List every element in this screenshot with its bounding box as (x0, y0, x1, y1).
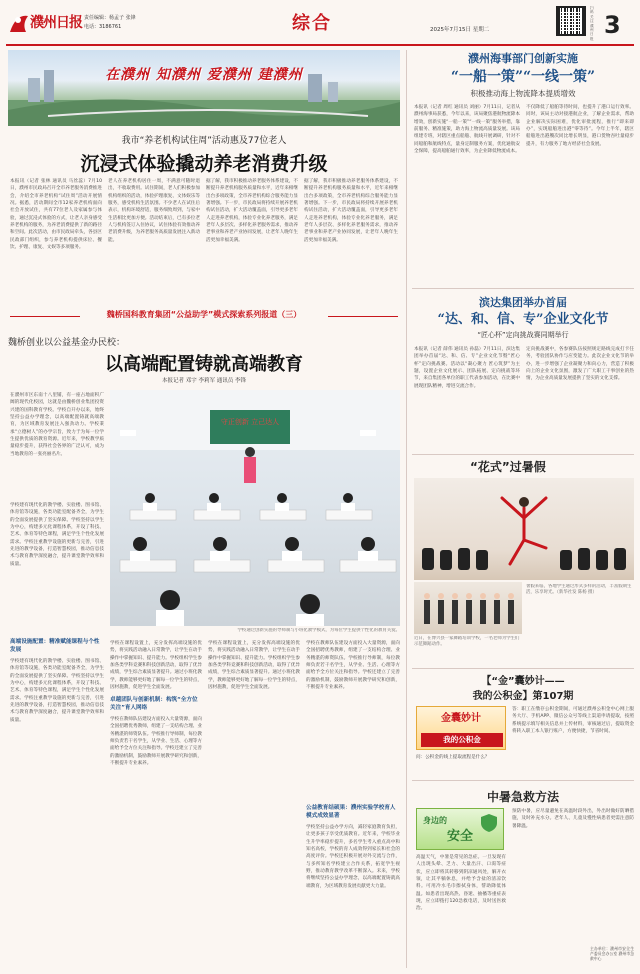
series-col3: 学校在课程设置上，充分发挥高端设施的优势，将实践活动融入日常教学，让学生在动手操作中掌握知识、提升能力。学校组织学生参加各类学科竞赛和科技创新活动，取得了优异成绩，学生综合素质显著提升。通过小班化教学，教师能够更好地了解每一位学生的特点，因材施教，促进学生全面发展。 (208, 641, 300, 691)
logo-text: 濮州日报 (30, 15, 82, 31)
series-kicker: 魏桥创业以公益基金办民校： (8, 338, 126, 348)
banner-slogan: 在濮州 知濮州 爱濮州 建濮州 (105, 67, 303, 83)
classroom-photo (110, 390, 400, 626)
firstaid-logo-bottom: 安全 (447, 829, 474, 844)
article3-headline2: “达、和、信、专”企业文化节 (437, 312, 609, 327)
series-col4-top: 学校在教师队伍建设方面投入大量资源，面向全国招聘优秀教师，组建了一支结构合理、业务精湛的师资队伍。学校推行导师制，每位教师负责若干名学生，从学业、生活、心理等方面给予全方位关注和指导。学校还建立了完善的激励机制，鼓励教师开展教学研究和创新，不断提升专业素养。 (306, 641, 400, 691)
page-number: 3 (604, 11, 621, 39)
series-sub3: 公益教育结硕果：濮州实验学校育人模式成效显著 (306, 805, 396, 819)
article2-headline1: 濮州海事部门创新实施 (468, 52, 578, 65)
series-col4: 学校坚持公益办学方向，减轻家庭教育负担，让更多孩子享受优质教育。近年来，学校毕业生升学率稳步提升，多名学生考入重点高中和知名高校，学校的育人成效得到家长和社会的高度评价。学校还积极开展对外交流与合作，与多所知名学校建立合作关系，拓宽学生视野，推动教育教学改革不断深入。未来，学校将继续坚持公益办学理念，以高端配置铸就高端教育，为区域教育发展贡献更大力量。 (306, 825, 400, 889)
svg-text:守正创新 立己达人: 守正创新 立己达人 (220, 418, 280, 426)
summer-caption-left: 近日，在博兴县一家舞蹈培训学校，一名老师为学生们示范舞蹈动作。 (414, 636, 520, 648)
series-col2-top: 学校在课程设置上，充分发挥高端设施的优势，将实践活动融入日常教学，让学生在动手操作中掌握知识、提升能力。学校组织学生参加各类学科竞赛和科技创新活动，取得了优异成绩，学生综合素质显著提升。通过小班化教学，教师能够更好地了解每一位学生的特点，因材施教，促进学生全面发展。 (110, 641, 202, 691)
charity-headline2: 我的公积金】第107期 (472, 691, 574, 702)
article2-col2: 不仅降低了船舶等待时间，也提升了港口运行效率。同时，该局主动对接港航企业，了解企业需求，帮助企业解决实际困难，优化审批流程，推行“即来即办”，实现船舶进出港“零等待”。今年上半年，辖区船舶进出港艘次同比增长明显，港口货物吞吐量稳步提升，有力服务了地方经济社会发展。 (526, 105, 634, 147)
dancers-icon (414, 478, 634, 580)
classroom-photo-caption: 学校通过创新实施的导师制与小班化教学模式，为每位学生提供个性化的教育关爱。 (237, 628, 400, 633)
series-byline: 本报记者 邓宇 李莉军 通讯员 李锋 (162, 378, 246, 384)
summer-headline: “花式”过暑假 (470, 460, 546, 474)
series-rule-left (10, 316, 80, 317)
article1-col1: 本报讯（记者 张林 通讯员 马丝蕊）7月10日，濮州市民政局召开全市养老服务消费推进会，介绍全市养老机构“试住周”活动开展情况。据悉，活动期间全市12家养老机构面向社会开放试住，共有77位老人及家属参与体验，通过沉浸式体验的方式，让老人亲身感受养老机构的服务，为养老消费提供了新的路径和空间。此次活动，由市民政局牵头，各县区民政部门组织，参与养老机构提供床位、餐饮、护理、康复、文娱等多项服务。 (10, 179, 102, 251)
banner-image (8, 50, 400, 126)
charity-logo (416, 706, 506, 750)
article2-subhead: 积极推动海上物流降本提质增效 (470, 89, 576, 98)
masthead-rule (6, 44, 634, 46)
article3-col2: 定向挑战赛中，各参赛队伍按照规定路线完成打卡任务，考验团队协作与应变能力。此次企业文化节的举办，进一步增强了企业凝聚力和向心力，营造了积极向上的企业文化氛围，激发了广大职工干事创业的热情，为企业高质量发展提供了坚实的文化支撑。 (526, 347, 634, 382)
editor-line: 责任编辑：杨孟子 张锋 (84, 15, 136, 21)
article3-headline1: 滨达集团举办首届 (479, 296, 567, 309)
qr-code (556, 6, 586, 36)
article1-col4: 据了解，我市积极推动养老服务体系建设，不断提升养老机构服务质量和水平，近年来相继出台多项政策，全市养老机构综合服务能力显著增强。下一步，市民政局将持续开展养老机构试住活动，扩大活动覆盖面，引导更多老年人走进养老机构，体验专业化养老服务，满足老年人多层次、多样化养老服务需求，推动养老事业和养老产业协同发展，让老年人晚年生活更加幸福美满。 (304, 179, 398, 243)
divider-right-1 (412, 288, 634, 289)
charity-headline1: 【“金”囊妙计—— (481, 676, 565, 687)
series-rule-right (328, 316, 398, 317)
article1-headline: 沉浸式体验撬动养老消费升级 (80, 153, 328, 175)
masthead (0, 0, 640, 42)
logo (8, 10, 82, 36)
article1-col2: 老人在养老机构居住一周，不满意可随时退出，不收取费用。试住期间，老人们积极参加机构组织的活动，体验护理康复、文体娱乐等服务，感受机构生活氛围。不少老人在试住后表示，机构环境舒适，服务细致周到，与家中生活相比更加方便。活动结束后，已有多位老人与机构签订入住协议，试住体验有效推动养老消费升级，为养老服务高质量发展注入新动能。 (108, 179, 200, 243)
ballet-students-icon (414, 582, 522, 634)
firstaid-logo-top: 身边的 (423, 816, 447, 825)
series-title: 魏桥国科教育集团“公益助学”模式探索系列报道（三） (106, 310, 302, 319)
article1-kicker: 我市“养老机构试住周”活动惠及77位老人 (121, 136, 287, 146)
divider-right-2 (412, 454, 634, 455)
charity-logo-bottom: 我的公积金 (421, 733, 503, 747)
qr-caption: 扫码关注濮州日报 (590, 6, 594, 41)
phone-line: 电话：3186761 (84, 24, 122, 30)
classroom-scene-icon (110, 390, 400, 626)
series-col1: 学校建有现代化的教学楼、实验楼、图书馆、体育馆等设施，各类功能室配备齐全，为学生的全面发展提供了坚实保障。学校坚持以学生为中心，构建多元化课程体系，开设了科技、艺术、体育等特色课程，满足学生个性化发展需求。学校注重教学设施的更新与完善，引进先进的教学设备，打造智慧校园，推动信息技术与教育教学深度融合，提升课堂教学效率和质量。 (10, 659, 104, 723)
series-sub1: 高端设施配置：精准赋能课程与个性发展 (10, 639, 100, 653)
divider-right-4 (412, 780, 634, 781)
article3-subhead: “匠心杯”定向挑战赛同期举行 (477, 331, 569, 339)
series-headline: 以高端配置铸就高端教育 (105, 354, 303, 375)
firstaid-headline: 中暑急救方法 (486, 790, 559, 804)
series-sub2: 卓越团队与创新机制：构筑“全方位关注”育人网络 (110, 697, 198, 711)
firstaid-col2: 预防中暑，应尽量避免在高温时段外出，外出时做好防晒措施，及时补充水分。老年人、儿童及慢性病患者更需注意防暑降温。 (512, 809, 634, 829)
city-skyline-icon (8, 50, 400, 126)
firstaid-logo (416, 808, 504, 850)
dance-photo-small (414, 582, 522, 634)
dance-photo-large (414, 478, 634, 580)
charity-logo-top: 金囊妙计 (441, 713, 481, 724)
firstaid-note: 主办单位：濮州市安全生产委员会办公室 濮州市急救中心 (590, 946, 634, 961)
summer-caption-right: 暑假来临，各地学生通过形式多样的活动，丰富假期生活，乐享时光。（新华社发 陈杨 摄） (526, 584, 632, 596)
series-lead: 在濮州市区东南十八里铺，有一座占地面积广阔的现代化校园，这就是由魏桥创业集团投资兴建的国科教育学校。学校自开办以来，始终坚持公益办学理念，以高端配置铸就高端教育，为区域教育发展注入强劲动力。学校秉承“立德树人”的办学宗旨，致力于为每一位学生提供优质的教育资源。近年来，学校教学质量稳步提升，获得社会各界的广泛认可，成为当地教育的一张亮丽名片。 (10, 393, 104, 457)
article2-headline2: “一船一策”“一线一策” (450, 69, 596, 85)
article1-col3: 据了解，我市积极推动养老服务体系建设，不断提升养老机构服务质量和水平，近年来相继出台多项政策，全市养老机构综合服务能力显著增强。下一步，市民政局将持续开展养老机构试住活动，扩大活动覆盖面，引导更多老年人走进养老机构，体验专业化养老服务，满足老年人多层次、多样化养老服务需求，推动养老事业和养老产业协同发展，让老年人晚年生活更加幸福美满。 (206, 179, 298, 243)
divider-right-3 (412, 668, 634, 669)
series-col2: 学校在教师队伍建设方面投入大量资源，面向全国招聘优秀教师，组建了一支结构合理、业务精湛的师资队伍。学校推行导师制，每位教师负责若干名学生，从学业、生活、心理等方面给予全方位关注和指导。学校还建立了完善的激励机制，鼓励教师开展教学研究和创新，不断提升专业素养。 (110, 717, 202, 767)
article3-col1: 本报讯（记者 薛伟 通讯员 孙磊）7月11日，滨达集团举办首届“达、和、信、专”企业文化节暨“匠心杯”定向挑战赛。活动以“凝心聚力 匠心筑梦”为主题，设置企业文化展示、团队拓展、定向挑战等环节，来自集团各单位的职工代表参加活动，在比赛中展现团队精神，增进交流合作。 (414, 347, 520, 389)
shield-icon (479, 813, 499, 833)
series-col-lead-cont: 学校建有现代化的教学楼、实验楼、图书馆、体育馆等设施，各类功能室配备齐全，为学生的全面发展提供了坚实保障。学校坚持以学生为中心，构建多元化课程体系，开设了科技、艺术、体育等特色课程，满足学生个性化发展需求。学校注重教学设施的更新与完善，引进先进的教学设备，打造智慧校园，推动信息技术与教育教学深度融合，提升课堂教学效率和质量。 (10, 503, 104, 567)
charity-answer: 答：职工在缴存公积金期间，可通过濮州公积金中心网上服务大厅、手机APP、微信公众号等线上渠道申请提取，按照系统提示填写相关信息并上传材料，审核通过后，提取资金将转入职工本人银行账户，方便快捷，节省时间。 (512, 707, 634, 735)
charity-question: 问：公积金的线上提取流程是什么？ (416, 755, 490, 760)
section-title: 综合 (292, 13, 332, 34)
firstaid-col1: 高温天气，中暑是常见的急症。一旦发现有人出现头晕、乏力、大量出汗、口渴等症状，应立即将其转移到阴凉通风处，解开衣领，让其平躺休息，并给予含盐的清凉饮料。可用冷水毛巾擦拭身体，帮助降低体温。如患者出现高热、昏迷、抽搐等重症表现，应立即拨打120急救电话，及时送医救治。 (416, 855, 506, 912)
column-divider (406, 50, 407, 968)
date-line: 2025年7月15日 星期二 (430, 27, 490, 33)
article2-col1: 本报讯（记者 周红 通讯员 刘丽）7月11日，记者从濮州海事局获悉，今年以来，该局聚焦港航物流降本增效，创新实施“一船一策”“一线一策”服务举措，靠前服务、精准施策，助力海上物流高质量发展。该局组建专班，对辖区重点船舶、航线开展调研，针对不同船舶和航线特点，量身定制服务方案，优化通航安全保障，提高船舶通行效率，为企业降低物流成本。 (414, 105, 520, 155)
